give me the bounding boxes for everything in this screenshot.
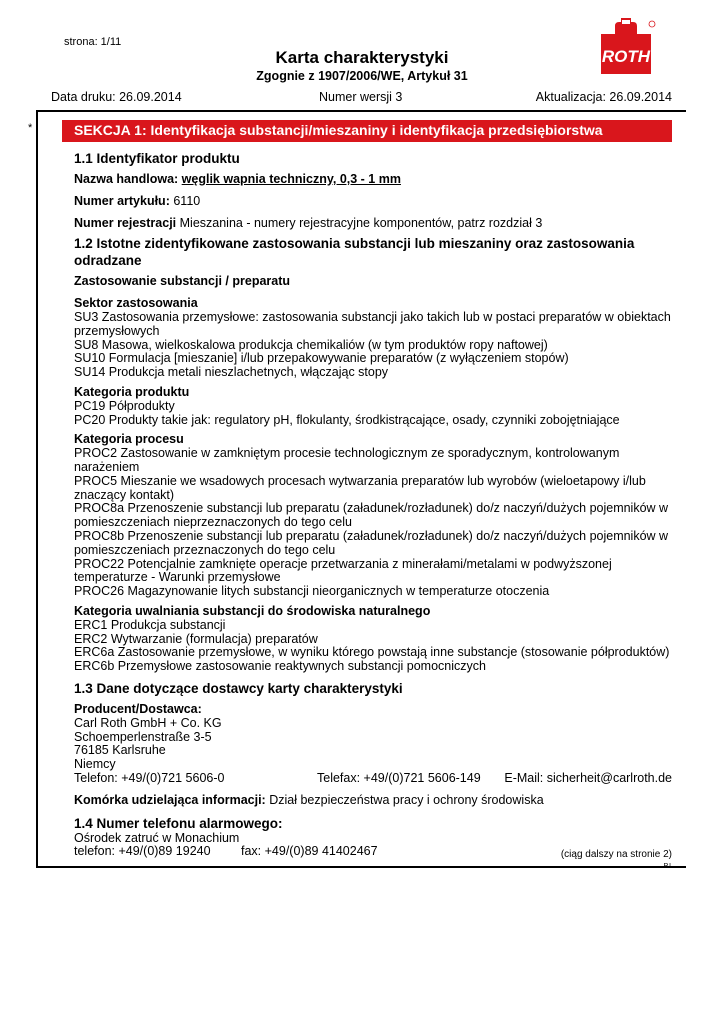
section-1-body bbox=[74, 150, 674, 859]
logo-text: ROTH bbox=[601, 47, 651, 66]
poison-center: Ośrodek zatruć w Monachium bbox=[74, 830, 240, 845]
continued-note: (ciąg dalszy na stronie 2) bbox=[560, 849, 672, 860]
list-item: PC20 Produkty takie jak: regulatory pH, flokulanty, środkistrącające, osady, czynniki zobojętniające bbox=[74, 412, 620, 427]
trade-name-label: Nazwa handlowa: bbox=[74, 172, 179, 186]
info-label: Komórka udzielająca informacji: bbox=[74, 792, 266, 807]
company-street: Schoemperlenstraße 3-5 bbox=[74, 729, 212, 744]
emergency-phone: telefon: +49/(0)89 19240 bbox=[74, 844, 211, 859]
registration-label: Numer rejestracji bbox=[74, 215, 177, 230]
list-item: ERC6a Zastosowanie przemysłowe, w wyniku którego powstają inne substancje (stosowanie półproduktów) bbox=[74, 645, 670, 660]
registration-line bbox=[74, 217, 674, 231]
article-number-value: 6110 bbox=[173, 193, 201, 208]
page-number: strona: 1/11 bbox=[64, 36, 122, 48]
list-item: SU14 Produkcja metali nieszlachetnych, włączając stopy bbox=[74, 365, 389, 380]
list-item: ERC6b Przemysłowe zastosowanie reaktywnych substancji pomocniczych bbox=[74, 659, 486, 674]
info-value: Dział bezpieczeństwa pracy i ochrony środowiska bbox=[269, 792, 544, 807]
product-category-label: Kategoria produktu bbox=[74, 384, 190, 399]
list-item: PROC8a Przenoszenie substancji lub preparatu (załadunek/rozładunek) do/z naczyń/dużych pojemników w pomieszczeniach nieprzeznaczonych do tego celu bbox=[74, 501, 669, 530]
section-1-header: SEKCJA 1: Identyfikacja substancji/mieszaniny i identyfikacja przedsiębiorstwa bbox=[62, 120, 672, 142]
trade-name-value: węglik wapnia techniczny, 0,3 - 1 mm bbox=[181, 172, 401, 186]
trade-name-line bbox=[74, 173, 674, 187]
info-line bbox=[74, 794, 674, 808]
company-name: Carl Roth GmbH + Co. KG bbox=[74, 715, 222, 730]
list-item: PROC5 Mieszanie we wsadowych procesach wytwarzania preparatów lub wyrobów (wieloetapowy i/lub znaczący kontakt) bbox=[74, 473, 646, 502]
registration-value: Mieszanina - numery rejestracyjne komponentów, patrz rozdział 3 bbox=[179, 215, 543, 230]
document-title: Karta charakterystyki bbox=[275, 48, 449, 67]
list-item: PROC8b Przenoszenie substancji lub preparatu (załadunek/rozładunek) do/z naczyń/dużych pojemników w pomieszczeniach przeznaczonych do tego celu bbox=[74, 528, 669, 557]
release-category-label: Kategoria uwalniania substancji do środowiska naturalnego bbox=[74, 603, 431, 618]
heading-1-3: 1.3 Dane dotyczące dostawcy karty charakterystyki bbox=[74, 680, 403, 696]
article-number-line bbox=[74, 195, 674, 209]
list-item: SU8 Masowa, wielkoskalowa produkcja chemikaliów (w tym produktów ropy naftowej) bbox=[74, 337, 548, 352]
list-item: ERC2 Wytwarzanie (formulacja) preparatów bbox=[74, 631, 318, 646]
change-marker: * bbox=[28, 122, 33, 134]
heading-1-1: 1.1 Identyfikator produktu bbox=[74, 151, 240, 166]
use-label: Zastosowanie substancji / preparatu bbox=[74, 274, 291, 289]
article-number-label: Numer artykułu: bbox=[74, 193, 170, 208]
roth-logo bbox=[595, 18, 657, 76]
heading-1-4: 1.4 Numer telefonu alarmowego: bbox=[74, 815, 283, 831]
process-category-label: Kategoria procesu bbox=[74, 432, 184, 447]
list-item: PROC26 Magazynowanie litych substancji nieorganicznych w temperaturze otoczenia bbox=[74, 584, 550, 599]
version-number: Numer wersji 3 bbox=[319, 90, 403, 104]
list-item: SU10 Formulacja [mieszanie] i/lub przepakowywanie preparatów (z wyłączeniem stopów) bbox=[74, 351, 569, 366]
company-email[interactable]: E-Mail: sicherheit@carlroth.de bbox=[504, 770, 672, 785]
language-code: PL bbox=[663, 863, 674, 870]
list-item: ERC1 Produkcja substancji bbox=[74, 617, 226, 632]
emergency-fax: fax: +49/(0)89 41402467 bbox=[241, 844, 378, 859]
company-fax: Telefax: +49/(0)721 5606-149 bbox=[317, 770, 481, 785]
print-date: Data druku: 26.09.2014 bbox=[51, 90, 182, 104]
sector-label: Sektor zastosowania bbox=[74, 296, 198, 311]
update-date: Aktualizacja: 26.09.2014 bbox=[535, 90, 672, 104]
company-city: 76185 Karlsruhe bbox=[74, 743, 166, 758]
list-item: SU3 Zastosowania przemysłowe: zastosowania substancji jako takich lub w postaci preparatów w obiektach przemysłowych bbox=[74, 309, 671, 338]
contact-row bbox=[74, 772, 674, 786]
document-subtitle: Zgognie z 1907/2006/WE, Artykuł 31 bbox=[256, 69, 468, 83]
document-meta-row bbox=[51, 90, 672, 106]
heading-1-2: 1.2 Istotne zidentyfikowane zastosowania substancji lub mieszaniny oraz zastosowania odradzane bbox=[74, 236, 635, 269]
list-item: PROC2 Zastosowanie w zamkniętym procesie technologicznym ze sporadycznym, kontrolowanym narażeniem bbox=[74, 446, 620, 474]
list-item: PC19 Półprodukty bbox=[74, 398, 175, 413]
company-phone: Telefon: +49/(0)721 5606-0 bbox=[74, 770, 225, 785]
list-item: PROC22 Potencjalnie zamknięte operacje przetwarzania z minerałami/metalami w podwyższonej temperaturze - Warunki przemysłowe bbox=[74, 556, 612, 585]
company-country: Niemcy bbox=[74, 757, 116, 772]
producer-label: Producent/Dostawca: bbox=[74, 701, 202, 716]
